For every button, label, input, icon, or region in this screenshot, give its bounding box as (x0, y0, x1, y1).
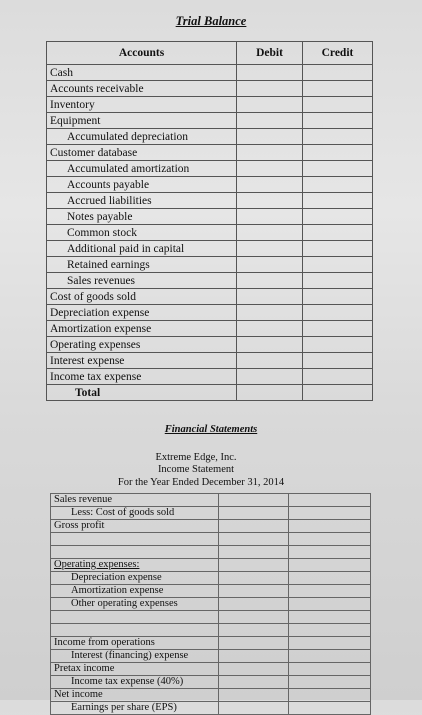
table-row (47, 321, 373, 337)
line-item-label: Less: Cost of goods sold (51, 507, 219, 520)
credit-cell[interactable] (303, 161, 373, 177)
debit-cell[interactable] (237, 145, 303, 161)
total-cell[interactable] (289, 507, 371, 520)
account-name-cell: Accounts receivable (47, 81, 237, 97)
table-row (47, 113, 373, 129)
debit-cell[interactable] (237, 369, 303, 385)
table-row (51, 546, 371, 559)
credit-cell[interactable] (303, 145, 373, 161)
account-name-cell: Additional paid in capital (47, 241, 237, 257)
trial-balance-header-row (47, 42, 373, 65)
total-cell[interactable] (289, 624, 371, 637)
table-row (51, 533, 371, 546)
company-name: Extreme Edge, Inc. (155, 452, 237, 463)
account-name-cell: Accounts payable (47, 177, 237, 193)
line-item-label: Income tax expense (40%) (51, 676, 219, 689)
amount-cell[interactable] (219, 598, 289, 611)
credit-cell[interactable] (303, 97, 373, 113)
line-item-label: Interest (financing) expense (51, 650, 219, 663)
line-item-label (51, 624, 219, 637)
total-cell[interactable] (289, 585, 371, 598)
table-row (47, 305, 373, 321)
financial-statements-title: Financial Statements (164, 424, 258, 435)
table-row (51, 676, 371, 689)
table-row (51, 507, 371, 520)
credit-cell[interactable] (303, 289, 373, 305)
credit-total-cell[interactable] (303, 385, 373, 401)
account-name-cell: Customer database (47, 145, 237, 161)
credit-cell[interactable] (303, 129, 373, 145)
amount-cell[interactable] (219, 624, 289, 637)
total-cell[interactable] (289, 676, 371, 689)
credit-cell[interactable] (303, 241, 373, 257)
line-item-label: Depreciation expense (51, 572, 219, 585)
line-item-label: Net income (51, 689, 219, 702)
table-row (51, 559, 371, 572)
trial-balance-table (46, 41, 373, 401)
amount-cell[interactable] (219, 520, 289, 533)
amount-cell[interactable] (219, 559, 289, 572)
account-name-cell: Cash (47, 65, 237, 81)
amount-cell[interactable] (219, 494, 289, 507)
credit-cell[interactable] (303, 273, 373, 289)
debit-cell[interactable] (237, 161, 303, 177)
amount-cell[interactable] (219, 507, 289, 520)
amount-cell[interactable] (219, 650, 289, 663)
table-row (51, 572, 371, 585)
table-row (47, 97, 373, 113)
debit-cell[interactable] (237, 81, 303, 97)
credit-header: Credit (303, 42, 373, 65)
table-row (51, 611, 371, 624)
account-name-cell: Equipment (47, 113, 237, 129)
total-cell[interactable] (289, 559, 371, 572)
debit-cell[interactable] (237, 241, 303, 257)
debit-cell[interactable] (237, 289, 303, 305)
debit-cell[interactable] (237, 97, 303, 113)
amount-cell[interactable] (219, 572, 289, 585)
line-item-label (51, 533, 219, 546)
line-item-label: Sales revenue (51, 494, 219, 507)
table-row (47, 81, 373, 97)
debit-cell[interactable] (237, 113, 303, 129)
table-row (51, 585, 371, 598)
credit-cell[interactable] (303, 353, 373, 369)
debit-cell[interactable] (237, 225, 303, 241)
table-row (47, 161, 373, 177)
line-item-label: Earnings per share (EPS) (51, 702, 219, 715)
table-row (47, 337, 373, 353)
account-name-cell: Income tax expense (47, 369, 237, 385)
account-name-cell: Cost of goods sold (47, 289, 237, 305)
credit-cell[interactable] (303, 305, 373, 321)
account-name-cell: Sales revenues (47, 273, 237, 289)
debit-cell[interactable] (237, 209, 303, 225)
accounts-header: Accounts (47, 42, 237, 65)
statement-period: For the Year Ended December 31, 2014 (117, 477, 285, 488)
line-item-label: Other operating expenses (51, 598, 219, 611)
amount-cell[interactable] (219, 533, 289, 546)
total-label: Total (47, 385, 237, 401)
total-cell[interactable] (289, 702, 371, 715)
credit-cell[interactable] (303, 65, 373, 81)
amount-cell[interactable] (219, 637, 289, 650)
table-row (47, 65, 373, 81)
amount-cell[interactable] (219, 611, 289, 624)
table-row (47, 225, 373, 241)
amount-cell[interactable] (219, 546, 289, 559)
credit-cell[interactable] (303, 337, 373, 353)
debit-cell[interactable] (237, 65, 303, 81)
credit-cell[interactable] (303, 369, 373, 385)
total-cell[interactable] (289, 546, 371, 559)
table-row (47, 177, 373, 193)
account-name-cell: Notes payable (47, 209, 237, 225)
credit-cell[interactable] (303, 177, 373, 193)
debit-cell[interactable] (237, 257, 303, 273)
table-row (47, 353, 373, 369)
total-cell[interactable] (289, 533, 371, 546)
account-name-cell: Operating expenses (47, 337, 237, 353)
total-cell[interactable] (289, 572, 371, 585)
total-cell[interactable] (289, 598, 371, 611)
table-row (47, 273, 373, 289)
line-item-label: Gross profit (51, 520, 219, 533)
debit-cell[interactable] (237, 305, 303, 321)
account-name-cell: Retained earnings (47, 257, 237, 273)
amount-cell[interactable] (219, 676, 289, 689)
total-row (47, 385, 373, 401)
debit-header: Debit (237, 42, 303, 65)
amount-cell[interactable] (219, 663, 289, 676)
line-item-label (51, 611, 219, 624)
account-name-cell: Common stock (47, 225, 237, 241)
debit-cell[interactable] (237, 353, 303, 369)
line-item-label: Amortization expense (51, 585, 219, 598)
trial-balance-title: Trial Balance (175, 14, 247, 28)
line-item-label (51, 546, 219, 559)
line-item-label: Operating expenses: (51, 559, 219, 572)
credit-cell[interactable] (303, 193, 373, 209)
income-statement-body (51, 494, 371, 715)
table-row (51, 520, 371, 533)
credit-cell[interactable] (303, 321, 373, 337)
credit-cell[interactable] (303, 113, 373, 129)
statement-name: Income Statement (157, 464, 235, 475)
table-row (47, 193, 373, 209)
line-item-label: Income from operations (51, 637, 219, 650)
total-cell[interactable] (289, 611, 371, 624)
debit-total-cell[interactable] (237, 385, 303, 401)
debit-cell[interactable] (237, 337, 303, 353)
table-row (47, 145, 373, 161)
debit-cell[interactable] (237, 177, 303, 193)
table-row (51, 637, 371, 650)
debit-cell[interactable] (237, 193, 303, 209)
table-row (47, 289, 373, 305)
total-cell[interactable] (289, 494, 371, 507)
total-cell[interactable] (289, 520, 371, 533)
table-row (47, 129, 373, 145)
amount-cell[interactable] (219, 585, 289, 598)
account-name-cell: Depreciation expense (47, 305, 237, 321)
amount-cell[interactable] (219, 702, 289, 715)
trial-balance-body (47, 65, 373, 401)
credit-cell[interactable] (303, 209, 373, 225)
table-row (51, 624, 371, 637)
account-name-cell: Interest expense (47, 353, 237, 369)
debit-cell[interactable] (237, 321, 303, 337)
total-cell[interactable] (289, 650, 371, 663)
table-row (47, 241, 373, 257)
account-name-cell: Accumulated amortization (47, 161, 237, 177)
debit-cell[interactable] (237, 273, 303, 289)
line-item-label: Pretax income (51, 663, 219, 676)
credit-cell[interactable] (303, 81, 373, 97)
account-name-cell: Accumulated depreciation (47, 129, 237, 145)
credit-cell[interactable] (303, 225, 373, 241)
table-row (51, 494, 371, 507)
income-statement-table (50, 493, 371, 715)
table-row (51, 702, 371, 715)
table-row (51, 650, 371, 663)
account-name-cell: Accrued liabilities (47, 193, 237, 209)
table-row (51, 598, 371, 611)
table-row (47, 209, 373, 225)
table-row (51, 663, 371, 676)
table-row (47, 257, 373, 273)
table-row (47, 369, 373, 385)
credit-cell[interactable] (303, 257, 373, 273)
debit-cell[interactable] (237, 129, 303, 145)
total-cell[interactable] (289, 637, 371, 650)
total-cell[interactable] (289, 663, 371, 676)
account-name-cell: Amortization expense (47, 321, 237, 337)
account-name-cell: Inventory (47, 97, 237, 113)
